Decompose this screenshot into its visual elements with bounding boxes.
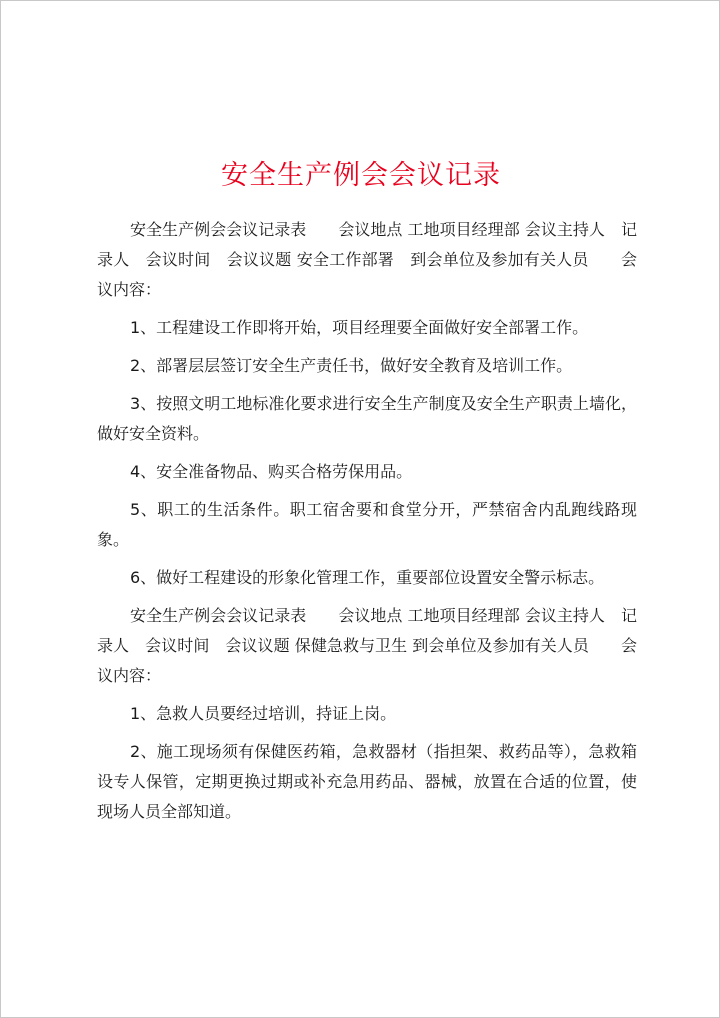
paragraph-meeting-header-2: 安全生产例会会议记录表 会议地点 工地项目经理部 会议主持人 记录人 会议时间 会议议题 保健急救与卫生 到会单位及参加有关人员 会议内容： bbox=[97, 606, 637, 685]
paragraph-item: 5、职工的生活条件。职工宿舍要和食堂分开，严禁宿舍内乱跑线路现象。 bbox=[97, 500, 637, 549]
paragraph-item: 4、安全准备物品、购买合格劳保用品。 bbox=[130, 462, 413, 481]
paragraph-item: 2、施工现场须有保健医药箱，急救器材（指担架、救药品等），急救箱设专人保管，定期更换过期或补充急用药品、器械，放置在合适的位置，使现场人员全部知道。 bbox=[97, 742, 637, 821]
paragraph-item: 6、做好工程建设的形象化管理工作，重要部位设置安全警示标志。 bbox=[130, 568, 605, 587]
paragraph-item: 1、工程建设工作即将开始，项目经理要全面做好安全部署工作。 bbox=[130, 318, 589, 337]
paragraph-meeting-header-1: 安全生产例会会议记录表 会议地点 工地项目经理部 会议主持人 记录人 会议时间 会议议题 安全工作部署 到会单位及参加有关人员 会议内容： bbox=[97, 220, 637, 299]
paragraph-item: 2、部署层层签订安全生产责任书，做好安全教育及培训工作。 bbox=[130, 356, 573, 375]
paragraph-item: 1、急救人员要经过培训，持证上岗。 bbox=[130, 704, 397, 723]
document-title: 安全生产例会会议记录 bbox=[221, 160, 501, 191]
paragraph-item: 3、按照文明工地标准化要求进行安全生产制度及安全生产职责上墙化，做好安全资料。 bbox=[97, 394, 637, 443]
document-body bbox=[97, 215, 637, 835]
